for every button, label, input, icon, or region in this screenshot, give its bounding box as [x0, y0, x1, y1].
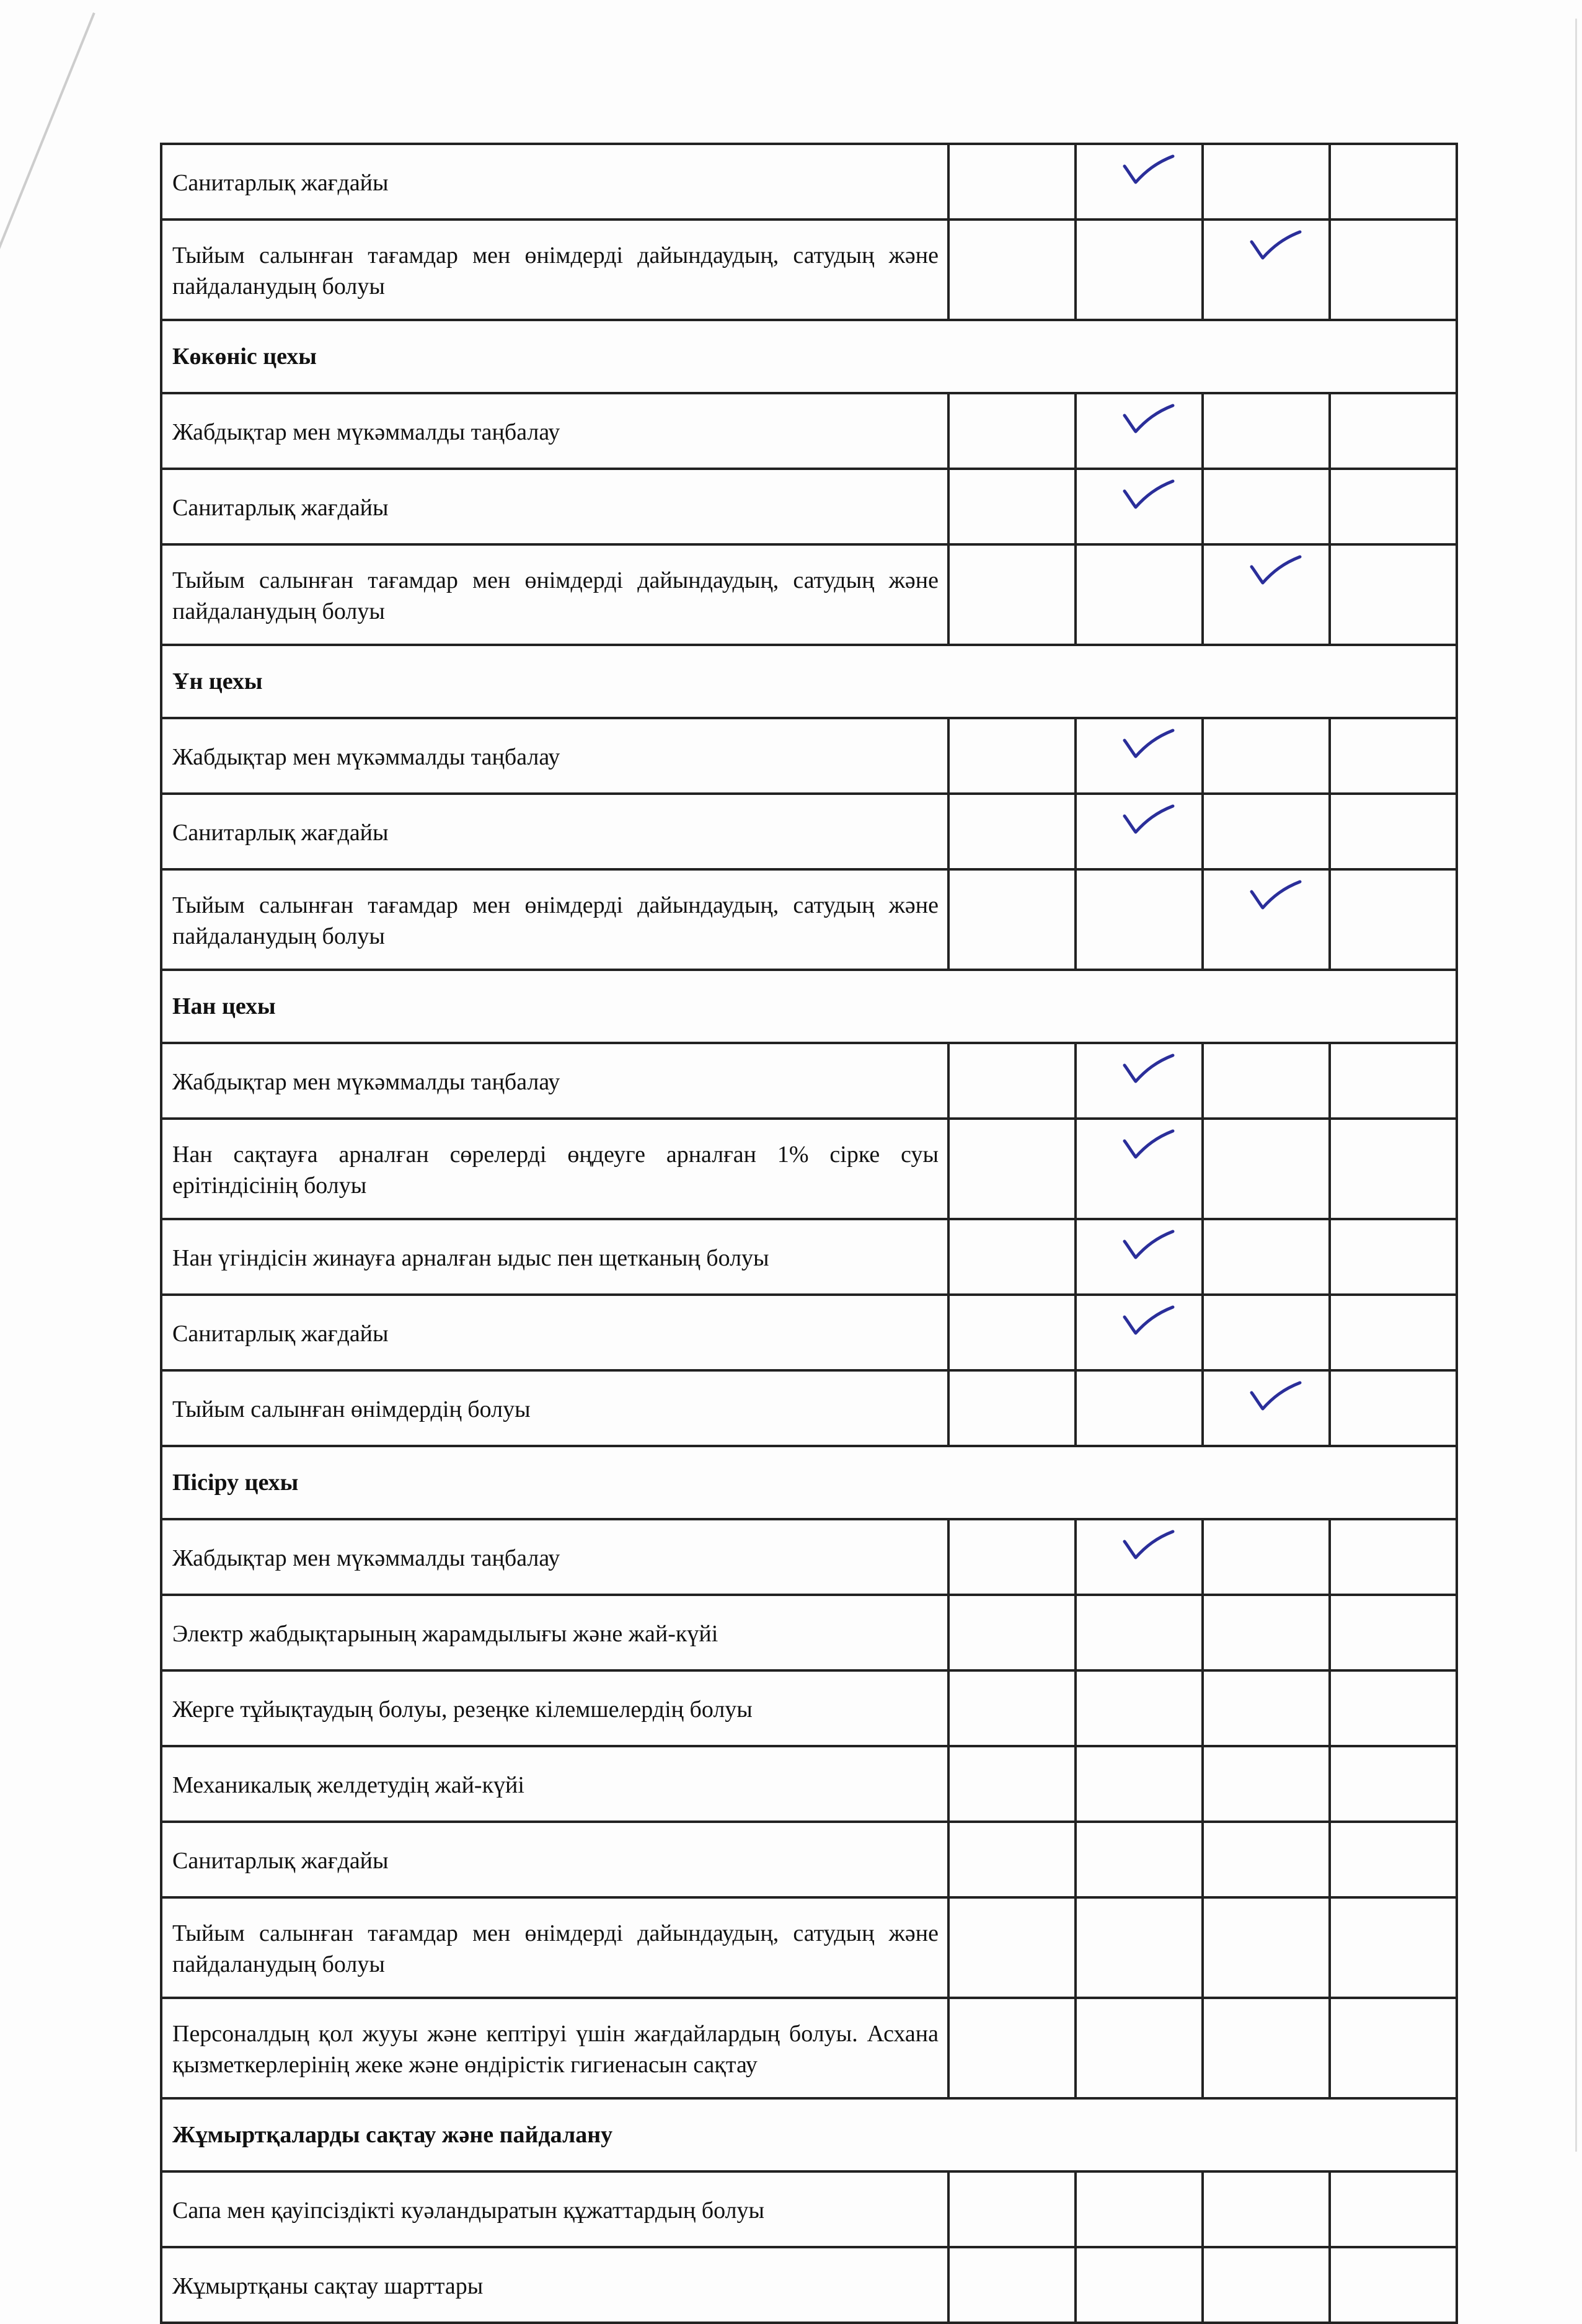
checklist-row [161, 1295, 1457, 1370]
criterion-text: Тыйым салынған тағамдар мен өнімдерді дайындаудың, сатудың және пайдаланудың болуы [161, 1897, 948, 1998]
criterion-text: Санитарлық жағдайы [161, 1822, 948, 1897]
mark-cell-2[interactable] [1076, 1670, 1203, 1746]
mark-cell-2[interactable] [1076, 469, 1203, 544]
mark-cell-4[interactable] [1330, 1295, 1457, 1370]
mark-cell-3[interactable] [1203, 1822, 1330, 1897]
mark-cell-3[interactable] [1203, 1897, 1330, 1998]
mark-cell-4[interactable] [1330, 393, 1457, 469]
mark-cell-3[interactable] [1203, 869, 1330, 970]
section-title: Жұмыртқаларды сақтау және пайдалану [161, 2098, 1457, 2171]
checklist-row [161, 1219, 1457, 1295]
mark-cell-3[interactable] [1203, 794, 1330, 869]
mark-cell-3[interactable] [1203, 1670, 1330, 1746]
criterion-text: Жұмыртқаны сақтау шарттары [161, 2247, 948, 2323]
criterion-text: Жабдықтар мен мүкәммалды таңбалау [161, 718, 948, 794]
checkmark-icon [1121, 724, 1177, 761]
checklist-row [161, 1998, 1457, 2098]
mark-cell-1[interactable] [948, 1595, 1076, 1670]
checklist-row [161, 1519, 1457, 1595]
mark-cell-3[interactable] [1203, 220, 1330, 320]
mark-cell-3[interactable] [1203, 393, 1330, 469]
mark-cell-3[interactable] [1203, 718, 1330, 794]
checklist-body [161, 144, 1457, 2323]
section-row [161, 970, 1457, 1043]
section-title: Ұн цехы [161, 645, 1457, 718]
checklist-row [161, 2247, 1457, 2323]
mark-cell-2[interactable] [1076, 544, 1203, 645]
mark-cell-4[interactable] [1330, 144, 1457, 220]
mark-cell-4[interactable] [1330, 1119, 1457, 1219]
checkmark-icon [1248, 551, 1304, 588]
criterion-text: Жабдықтар мен мүкәммалды таңбалау [161, 1043, 948, 1119]
checklist-row [161, 1370, 1457, 1446]
checklist-row [161, 1119, 1457, 1219]
mark-cell-1[interactable] [948, 718, 1076, 794]
mark-cell-1[interactable] [948, 2247, 1076, 2323]
mark-cell-4[interactable] [1330, 2247, 1457, 2323]
mark-cell-4[interactable] [1330, 220, 1457, 320]
mark-cell-3[interactable] [1203, 544, 1330, 645]
mark-cell-4[interactable] [1330, 2171, 1457, 2247]
mark-cell-1[interactable] [948, 1119, 1076, 1219]
mark-cell-3[interactable] [1203, 2171, 1330, 2247]
scan-edge [1575, 19, 1577, 2152]
checkmark-icon [1121, 800, 1177, 837]
mark-cell-4[interactable] [1330, 1595, 1457, 1670]
mark-cell-1[interactable] [948, 1043, 1076, 1119]
mark-cell-2[interactable] [1076, 393, 1203, 469]
mark-cell-3[interactable] [1203, 1998, 1330, 2098]
criterion-text: Тыйым салынған тағамдар мен өнімдерді дайындаудың, сатудың және пайдаланудың болуы [161, 544, 948, 645]
mark-cell-3[interactable] [1203, 1043, 1330, 1119]
checkmark-icon [1248, 226, 1304, 263]
checkmark-icon [1121, 1525, 1177, 1563]
checklist-row [161, 718, 1457, 794]
mark-cell-4[interactable] [1330, 1043, 1457, 1119]
mark-cell-1[interactable] [948, 1822, 1076, 1897]
mark-cell-2[interactable] [1076, 1998, 1203, 2098]
mark-cell-3[interactable] [1203, 1119, 1330, 1219]
inspection-checklist-table [160, 143, 1458, 2324]
criterion-text: Санитарлық жағдайы [161, 794, 948, 869]
checkmark-icon [1121, 1225, 1177, 1262]
mark-cell-3[interactable] [1203, 1519, 1330, 1595]
mark-cell-4[interactable] [1330, 1897, 1457, 1998]
criterion-text: Сапа мен қауіпсіздікті куәландыратын құжаттардың болуы [161, 2171, 948, 2247]
mark-cell-2[interactable] [1076, 144, 1203, 220]
mark-cell-4[interactable] [1330, 1822, 1457, 1897]
checkmark-icon [1121, 1049, 1177, 1086]
section-row [161, 1446, 1457, 1519]
mark-cell-1[interactable] [948, 1519, 1076, 1595]
criterion-text: Санитарлық жағдайы [161, 469, 948, 544]
section-title: Нан цехы [161, 970, 1457, 1043]
checkmark-icon [1121, 1301, 1177, 1338]
checklist-row [161, 1746, 1457, 1822]
mark-cell-3[interactable] [1203, 1746, 1330, 1822]
mark-cell-4[interactable] [1330, 794, 1457, 869]
criterion-text: Жерге тұйықтаудың болуы, резеңке кілемшелердің болуы [161, 1670, 948, 1746]
mark-cell-4[interactable] [1330, 718, 1457, 794]
criterion-text: Электр жабдықтарының жарамдылығы және жай-күйі [161, 1595, 948, 1670]
section-title: Пісіру цехы [161, 1446, 1457, 1519]
criterion-text: Жабдықтар мен мүкәммалды таңбалау [161, 393, 948, 469]
mark-cell-2[interactable] [1076, 1219, 1203, 1295]
mark-cell-4[interactable] [1330, 469, 1457, 544]
mark-cell-1[interactable] [948, 1998, 1076, 2098]
mark-cell-3[interactable] [1203, 469, 1330, 544]
mark-cell-2[interactable] [1076, 1595, 1203, 1670]
mark-cell-4[interactable] [1330, 1219, 1457, 1295]
checklist-row [161, 794, 1457, 869]
criterion-text: Санитарлық жағдайы [161, 144, 948, 220]
mark-cell-2[interactable] [1076, 1822, 1203, 1897]
mark-cell-1[interactable] [948, 1897, 1076, 1998]
checklist-row [161, 144, 1457, 220]
mark-cell-4[interactable] [1330, 1670, 1457, 1746]
mark-cell-1[interactable] [948, 869, 1076, 970]
section-row [161, 2098, 1457, 2171]
checklist-row [161, 544, 1457, 645]
criterion-text: Тыйым салынған өнімдердің болуы [161, 1370, 948, 1446]
scan-artifact [0, 12, 95, 370]
mark-cell-2[interactable] [1076, 1519, 1203, 1595]
mark-cell-4[interactable] [1330, 544, 1457, 645]
mark-cell-2[interactable] [1076, 1043, 1203, 1119]
mark-cell-1[interactable] [948, 1746, 1076, 1822]
checkmark-icon [1121, 399, 1177, 437]
criterion-text: Тыйым салынған тағамдар мен өнімдерді дайындаудың, сатудың және пайдаланудың болуы [161, 220, 948, 320]
mark-cell-2[interactable] [1076, 794, 1203, 869]
checklist-row [161, 1670, 1457, 1746]
section-row [161, 645, 1457, 718]
checklist-row [161, 220, 1457, 320]
mark-cell-1[interactable] [948, 1370, 1076, 1446]
criterion-text: Нан үгіндісін жинауға арналған ыдыс пен щетканың болуы [161, 1219, 948, 1295]
criterion-text: Нан сақтауға арналған сөрелерді өңдеуге арналған 1% сірке суы ерітіндісінің болуы [161, 1119, 948, 1219]
criterion-text: Персоналдың қол жууы және кептіруі үшін жағдайлардың болуы. Асхана қызметкерлерінің жеке және өндірістік гигиенасын сақтау [161, 1998, 948, 2098]
section-title: Көкөніс цехы [161, 320, 1457, 393]
checkmark-icon [1121, 150, 1177, 187]
mark-cell-3[interactable] [1203, 144, 1330, 220]
mark-cell-3[interactable] [1203, 2247, 1330, 2323]
checkmark-icon [1248, 876, 1304, 913]
mark-cell-1[interactable] [948, 144, 1076, 220]
mark-cell-3[interactable] [1203, 1595, 1330, 1670]
mark-cell-4[interactable] [1330, 1746, 1457, 1822]
checkmark-icon [1121, 475, 1177, 512]
mark-cell-2[interactable] [1076, 220, 1203, 320]
checklist-row [161, 1897, 1457, 1998]
mark-cell-4[interactable] [1330, 1519, 1457, 1595]
checklist-row [161, 393, 1457, 469]
checklist-row [161, 1043, 1457, 1119]
mark-cell-2[interactable] [1076, 2247, 1203, 2323]
checklist-row [161, 469, 1457, 544]
mark-cell-2[interactable] [1076, 1295, 1203, 1370]
checklist-row [161, 869, 1457, 970]
mark-cell-2[interactable] [1076, 2171, 1203, 2247]
mark-cell-1[interactable] [948, 469, 1076, 544]
criterion-text: Механикалық желдетудің жай-күйі [161, 1746, 948, 1822]
mark-cell-4[interactable] [1330, 869, 1457, 970]
mark-cell-2[interactable] [1076, 718, 1203, 794]
mark-cell-4[interactable] [1330, 1370, 1457, 1446]
mark-cell-4[interactable] [1330, 1998, 1457, 2098]
mark-cell-1[interactable] [948, 544, 1076, 645]
mark-cell-1[interactable] [948, 794, 1076, 869]
checklist-row [161, 2171, 1457, 2247]
criterion-text: Жабдықтар мен мүкәммалды таңбалау [161, 1519, 948, 1595]
mark-cell-1[interactable] [948, 1219, 1076, 1295]
mark-cell-1[interactable] [948, 393, 1076, 469]
criterion-text: Санитарлық жағдайы [161, 1295, 948, 1370]
section-row [161, 320, 1457, 393]
mark-cell-1[interactable] [948, 1295, 1076, 1370]
mark-cell-1[interactable] [948, 220, 1076, 320]
mark-cell-2[interactable] [1076, 869, 1203, 970]
mark-cell-1[interactable] [948, 1670, 1076, 1746]
checklist-row [161, 1822, 1457, 1897]
checkmark-icon [1248, 1377, 1304, 1414]
mark-cell-2[interactable] [1076, 1746, 1203, 1822]
mark-cell-3[interactable] [1203, 1295, 1330, 1370]
checklist-row [161, 1595, 1457, 1670]
mark-cell-3[interactable] [1203, 1219, 1330, 1295]
mark-cell-2[interactable] [1076, 1119, 1203, 1219]
criterion-text: Тыйым салынған тағамдар мен өнімдерді дайындаудың, сатудың және пайдаланудың болуы [161, 869, 948, 970]
mark-cell-2[interactable] [1076, 1897, 1203, 1998]
mark-cell-1[interactable] [948, 2171, 1076, 2247]
mark-cell-3[interactable] [1203, 1370, 1330, 1446]
checkmark-icon [1121, 1125, 1177, 1162]
mark-cell-2[interactable] [1076, 1370, 1203, 1446]
